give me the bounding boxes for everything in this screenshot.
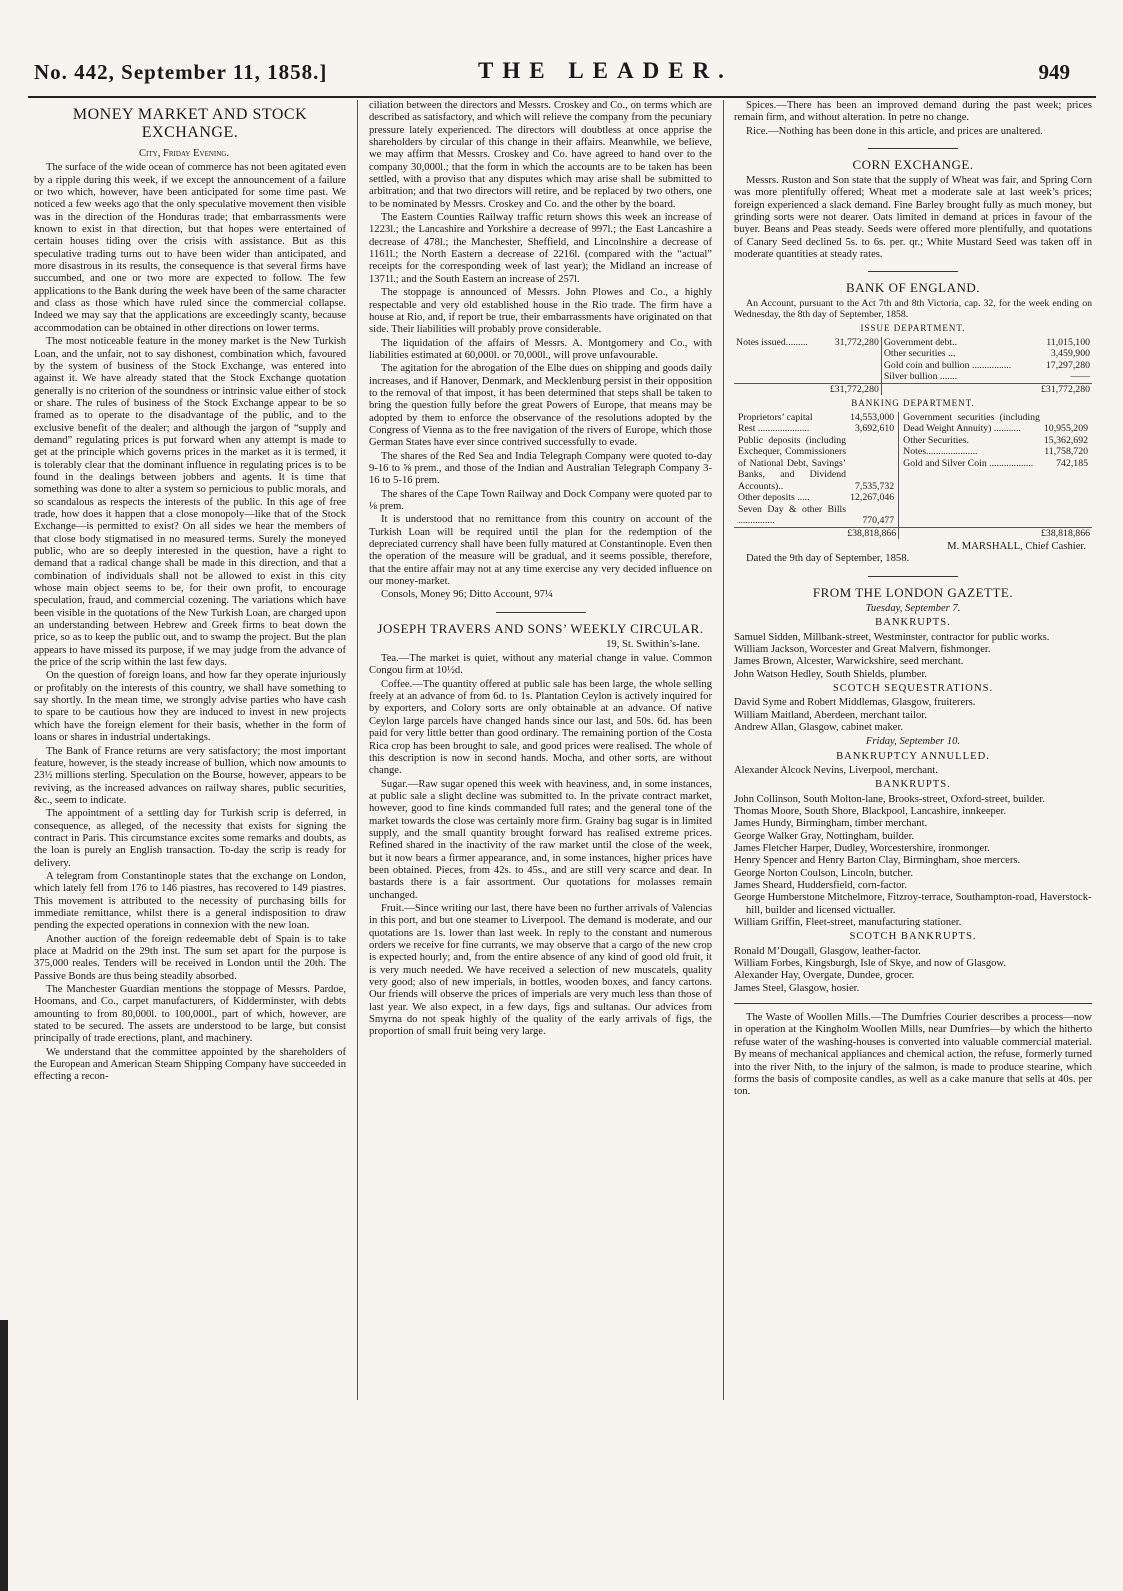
table-row <box>734 412 1092 528</box>
paragraph: The liquidation of the affairs of Messrs. A. Montgomery and Co., with liabilities estimated at 60,000l. or 70,000l., will prove unfavourable. <box>369 337 712 361</box>
table-cell: Gold coin and bullion ................ <box>881 360 1031 372</box>
list-item: James Fletcher Harper, Dudley, Worcestershire, ironmonger. <box>734 843 990 854</box>
table-cell: Rest ..................... <box>738 423 810 435</box>
list-item: William Jackson, Worcester and Great Malvern, fishmonger. <box>734 643 991 655</box>
list-item: George Humberstone Mitchelmore, Fitzroy-terrace, Southampton-road, Haverstock-hill, builder and licensed victualler. <box>734 892 1092 916</box>
bankrupts-heading: BANKRUPTS. <box>875 617 951 629</box>
table-cell: 742,185 <box>1056 457 1088 469</box>
column-rule <box>723 100 724 1400</box>
table-cell: Gold and Silver Coin .................. <box>903 457 1034 469</box>
binding-edge <box>0 1320 8 1591</box>
page-number: 949 <box>1038 60 1070 84</box>
rice-paragraph: Rice.—Nothing has been done in this article, and prices are unaltered. <box>746 125 1043 137</box>
table-cell: —— <box>1070 371 1090 383</box>
paragraph: Sugar.—Raw sugar opened this week with heaviness, and, in some instances, at public sale a slight decline was submitted to. In the private contract market, however, good to fine kinds commanded full rates; and the general tone of the market towards the close was certainly more firm. Grainy bag sugar is in limited supply, and the small quantity brought forward has realised extreme prices. Refined shared in the inactivity of the raw market until the close of the week, but it now bears a firmer appearance, and, in some instances, higher prices have been obtained. Pieces, from 42s. to 45s., and are still very scarce and dear. In bastards there is a fair assortment. Our quotations for molasses remain unchanged. <box>369 778 712 901</box>
list-item: John Watson Hedley, South Shields, plumber. <box>734 668 928 680</box>
scotch-sequestrations-heading: SCOTCH SEQUESTRATIONS. <box>832 682 994 694</box>
issue-department-heading: ISSUE DEPARTMENT. <box>860 323 966 334</box>
issue-department-table <box>734 337 1092 396</box>
table-cell: Proprietors’ capital <box>738 411 813 423</box>
list-item: James Steel, Glasgow, hosier. <box>734 982 860 994</box>
paragraph: On the question of foreign loans, and how far they operate injuriously or profitably on the interests of this country, we shall have something to say shortly. In the mean time, we strongly advise parties who have cash to spare to be cautious how they are induced to invest in new projects which have the foreign element for their basis, whether in the form of loans or shares in industrial undertakings. <box>34 670 346 744</box>
consols-quote: Consols, Money 96; Ditto Account, 97¼ <box>381 589 553 601</box>
paragraph: The Eastern Counties Railway traffic return shows this week an increase of 1223l.; the Lancashire and Yorkshire a decrease of 997l.; the East Lancashire a decrease of 478l.; the Manchester, Sheffield, and Lincolnshire a decrease of 1161l.; the North Eastern a decrease of 2216l. (compared with the “actual” receipts for the corresponding week of last year); the Midland an increase of 1371l.; and the South Eastern an increase of 257l. <box>369 212 712 285</box>
travers-address: 19, St. Swithin’s-lane. <box>606 638 700 650</box>
scotch-bankrupts-heading: SCOTCH BANKRUPTS. <box>849 931 977 943</box>
list-item: James Brown, Alcester, Warwickshire, seed merchant. <box>734 656 964 668</box>
list-item: George Norton Coulson, Lincoln, butcher. <box>734 867 913 879</box>
table-cell: £31,772,280 <box>820 383 881 395</box>
divider <box>868 148 958 149</box>
list-item: William Forbes, Kingsburgh, Isle of Skye, and now of Glasgow. <box>734 958 1007 970</box>
table-cell: 3,459,900 <box>1050 348 1090 360</box>
list-item: William Griffin, Fleet-street, manufacturing stationer. <box>734 917 962 929</box>
paragraph: A telegram from Constantinople states that the exchange on London, which lately fell from 176 to 146 piastres, has recovered to 149 piastres. This movement is attributed to the necessity of purchasing bills for immediate remittance, whilst there is a general indisposition to draw pending the expected operations in connexion with the new loan. <box>34 870 346 932</box>
paragraph: Tea.—The market is quiet, without any material change in value. Common Congou firm at 10½d. <box>369 653 712 677</box>
gazette-date-tuesday: Tuesday, September 7. <box>865 602 961 614</box>
table-cell: Government securities (including Dead Weight Annuity) ........... <box>903 411 1040 435</box>
money-market-heading: MONEY MARKET AND STOCK EXCHANGE. <box>72 106 308 141</box>
column-money-market <box>34 100 346 1520</box>
table-cell: £38,818,866 <box>899 527 1092 539</box>
table-cell: 11,758,720 <box>1044 446 1088 458</box>
list-item: Alexander Alcock Nevins, Liverpool, merchant. <box>734 764 938 776</box>
table-cell: Other Securities. <box>903 434 970 446</box>
column-right <box>734 100 1092 1490</box>
bank-of-england-heading: BANK OF ENGLAND. <box>845 280 981 296</box>
table-cell: 11,015,100 <box>1046 336 1090 348</box>
list-item: James Sheard, Huddersfield, corn-factor. <box>734 880 907 892</box>
paper-title: THE LEADER. <box>478 58 733 83</box>
list-item: Thomas Moore, South Shore, Blackpool, Lancashire, innkeeper. <box>734 805 1007 817</box>
table-row <box>734 348 1092 360</box>
divider <box>496 612 586 613</box>
bankrupts-heading-2: BANKRUPTS. <box>875 779 951 791</box>
table-cell: Other securities ... <box>881 348 1031 360</box>
divider <box>868 271 958 272</box>
table-row <box>734 360 1092 372</box>
city-dateline: City, Friday Evening. <box>138 148 230 159</box>
table-cell <box>820 348 881 360</box>
table-cell: Public deposits (including Exchequer, Commissioners of National Debt, Savings’ Banks, and Dividend Accounts).. <box>738 434 847 492</box>
table-cell: Silver bullion ....... <box>881 371 1031 383</box>
column-rule <box>357 100 358 1400</box>
table-cell: 7,535,732 <box>854 480 895 492</box>
paragraph: The agitation for the abrogation of the Elbe dues on shipping and goods daily increases, and if Hanover, Denmark, and Mecklenburg persist in their opposition to the removal of that impost, it has been determined that steps shall be taken to bring the question fully before the great Powers of Europe, that means may be adopted by them to enforce the observance of the resolutions adopted by the Congress of Vienna as to the free navigation of the rivers of Europe, which those German States have ever since contrived successfully to evade. <box>369 363 712 449</box>
annulled-heading: BANKRUPTCY ANNULLED. <box>836 750 990 762</box>
divider <box>868 576 958 577</box>
list-item: Alexander Hay, Overgate, Dundee, grocer. <box>734 970 915 982</box>
paragraph: The surface of the wide ocean of commerce has not been agitated even by a ripple during this week, if we except the announcement of a failure or two which, however, have been anticipated for some time past. We noticed a few weeks ago that the only speculative movement then visible was in the direction of the Honduras trade; that embarrassments were known to exist in that direction, but that hopes were entertained of certain houses tiding over the crisis with assistance. But as this speculative trading turns out to have been wider than anticipated, and more disastrous in its results, the consequence is that several firms have succumbed, and one or two more are expected to follow. The few applications to the Bank during the week have been of the same character and class as those which have ruled since the commercial collapse. Indeed we may say that the applications are exceedingly scanty, because accommodation can be obtained in other directions on lower terms. <box>34 162 346 334</box>
table-cell <box>820 371 881 383</box>
list-item: John Collinson, South Molton-lane, Brooks-street, Oxford-street, builder. <box>734 793 1046 805</box>
cashier-signature: M. MARSHALL, Chief Cashier. <box>947 541 1086 553</box>
spices-paragraph: Spices.—There has been an improved demand during the past week; prices remain firm, and without alteration. In petre no change. <box>734 100 1092 124</box>
corn-exchange-heading: CORN EXCHANGE. <box>852 157 974 173</box>
table-cell: 31,772,280 <box>834 336 879 348</box>
list-item: Samuel Sidden, Millbank-street, Westminster, contractor for public works. <box>734 631 1050 643</box>
table-row-total <box>734 383 1092 395</box>
gazette-heading: FROM THE LONDON GAZETTE. <box>812 584 1014 600</box>
paragraph: The most noticeable feature in the money market is the New Turkish Loan, and the unfair, not to say dishonest, combination which, favoured by the system of business of the Stock Exchange, was entered into against it. We have already stated that the Stock Exchange quotation generally is no criterion of the soundness or intrinsic value either of stock or share. The rules of business of the Stock Exchange appear to be so framed as to operate to the disadvantage of the public, and to the exclusive benefit of the dealer; and although the jargon of “supply and demand” regulating prices is put forward when any attempt is made to get at the principle which governs prices in the market as it is termed, it is tolerably clear that the dominant influence in regulating prices is to be found in the dealings between jobbers and agents. It is time that something was done to alter a system so pernicious to public morals, and so scandalous as respects the interests of the public. In this age of free trade, how does it happen that a close monopoly—like that of the Stock Exchange—is permitted to exist? On all sides we hear the members of that close body stigmatised in no measured terms. Surely the moneyed public, who are so deeply interested in the question, have a right to demand that a radical change shall be made in this direction, and that a combination of individuals shall not be allowed to exist in this city whose main object seems to be, for their own profit, to encourage speculation, fraud, and commercial cozening. The variations which have been visible in the quotations of the New Turkish Loan, are charged upon an understanding between Hebrew and Greek firms to beat down the price, so as to keep the public out, and to swamp the project. But the plan appears to have missed its purpose, if we may judge from the advance of the price of the scrip within the last few days. <box>34 336 346 669</box>
list-item: Ronald M’Dougall, Glasgow, leather-factor. <box>734 945 921 957</box>
paragraph: The Bank of France returns are very satisfactory; the most important feature, however, is the steady increase of bullion, which now amounts to 23½ millions sterling. Speculation on the Bourse, however, appears to be reviving, as the increased advances on railway shares, public securities, &c., seem to indicate. <box>34 745 346 806</box>
table-cell: 12,267,046 <box>850 492 895 504</box>
paragraph: Another auction of the foreign redeemable debt of Spain is to take place at Madrid on the 29th inst. The sum set apart for the purpose is 375,000 reales. Tenders will be received in London until the 20th. The Passive Bonds are thus being steadily absorbed. <box>34 933 346 982</box>
table-cell: £31,772,280 <box>1032 383 1092 395</box>
divider <box>734 1003 1092 1004</box>
table-cell: £38,818,866 <box>734 527 899 539</box>
list-item: Henry Spencer and Henry Barton Clay, Birmingham, shoe mercers. <box>734 855 1021 867</box>
travers-heading: JOSEPH TRAVERS AND SONS’ WEEKLY CIRCULAR. <box>377 620 704 636</box>
table-cell <box>734 360 820 372</box>
table-cell: Notes issued......... <box>736 336 808 348</box>
table-cell: 14,553,000 <box>850 411 895 423</box>
table-cell <box>820 360 881 372</box>
paragraph: ciliation between the directors and Messrs. Croskey and Co., on terms which are described as satisfactory, and which will relieve the company from the pecuniary pressure lately experienced. The directors will doubtless at once apprise the shareholders by circular of this change in their affairs. Meanwhile, we believe, we may affirm that Messrs. Croskey and Co. have agreed to hand over to the company 30,000l.; that the form in which the accounts are to be taken has been settled, with a proviso that any disputes which may arise shall be submitted to arbitration; and that two directors will retire, and be replaced by two others, one to be nominated by Messrs. Croskey and Co. and the other by the board. <box>369 100 712 210</box>
table-row <box>734 371 1092 383</box>
table-cell: 15,362,692 <box>1043 434 1088 446</box>
banking-department-heading: BANKING DEPARTMENT. <box>851 398 975 409</box>
banking-department-table <box>734 412 1092 540</box>
table-cell: 3,692,610 <box>854 423 895 435</box>
list-item: David Syme and Robert Middlemas, Glasgow, fruiterers. <box>734 697 976 709</box>
table-cell: Other deposits ..... <box>738 492 810 504</box>
paragraph: It is understood that no remittance from this country on account of the Turkish Loan will be required until the plan for the redemption of the depreciated currency shall have been fully matured at Constantinople. Even then the operation of the measure will be gradual, and it seems possible, therefore, that the entire affair may not at any time exercise any very decided influence on our money-market. <box>369 514 712 588</box>
issue-number: No. 442, September 11, 1858.] <box>34 60 328 84</box>
paragraph: The shares of the Cape Town Railway and Dock Company were quoted par to ⅛ prem. <box>369 488 712 512</box>
table-cell: 17,297,280 <box>1045 359 1090 371</box>
column-middle <box>369 100 712 1490</box>
list-item: Andrew Allan, Glasgow, cabinet maker. <box>734 721 904 733</box>
bank-intro: An Account, pursuant to the Act 7th and 8th Victoria, cap. 32, for the week ending on Wednesday, the 8th day of September, 1858. <box>734 298 1092 321</box>
paragraph: The shares of the Red Sea and India Telegraph Company were quoted to-day 9-16 to ⅝ prem., and those of the Indian and Australian Telegraph Company 3-16 to 5-16 prem. <box>369 450 712 487</box>
table-row-total <box>734 527 1092 539</box>
table-cell: Seven Day & other Bills ............... <box>738 503 847 527</box>
table-cell: Notes..................... <box>903 446 978 458</box>
corn-paragraph: Messrs. Ruston and Son state that the supply of Wheat was fair, and Spring Corn was more plentifully offered; Wheat met a moderate sale at last week’s prices; foreign experienced a slack demand. Fine Barley brought fully as much money, but grinding sorts were not dearer. Oats limited in demand at prices in favour of the buyer. Beans and Peas steady. Seeds were offered more plentifully, and quotations of Canary Seed declined 5s. to 6s. per. qr.; White Mustard Seed was taken off in moderate quantities at steady rates. <box>734 175 1092 261</box>
paragraph: The Manchester Guardian mentions the stoppage of Messrs. Pardoe, Hoomans, and Co., carpet manufacturers, of Kidderminster, with debts amounting to from 80,000l. to 100,000l., part of which, however, are stated to be secured. The assets are understood to be large, but consist principally of trade erections, plant, and machinery. <box>34 984 346 1045</box>
table-row <box>734 337 1092 349</box>
woollen-mills-paragraph: The Waste of Woollen Mills.—The Dumfries Courier describes a process—now in operation at the Kingholm Woollen Mills, near Dumfries—by which the hitherto refuse water of the washing-houses is converted into valuable commercial material. By means of mechanical appliances and chemical action, the refuse, formerly turned into the river Nith, to the injury of the salmon, is made to produce stearine, which forms the basis of composite candles, as well as a cake manure that sells at 40s. per ton. <box>734 1012 1092 1098</box>
list-item: James Hundy, Birmingham, timber merchant. <box>734 818 928 830</box>
table-cell: 770,477 <box>862 515 895 527</box>
paragraph: We understand that the committee appointed by the shareholders of the European and American Steam Shipping Company have succeeded in effecting a recon- <box>34 1046 346 1083</box>
table-cell: Government debt.. <box>881 337 1031 349</box>
paragraph: The appointment of a settling day for Turkish scrip is deferred, in consequence, as alleged, of the necessity that exists for signing the contract in Paris. This circumstance excites some remarks and doubts, as the loan is purely an English transaction. To-day the scrip is ready for delivery. <box>34 808 346 869</box>
gazette-date-friday: Friday, September 10. <box>865 736 961 748</box>
paragraph: Coffee.—The quantity offered at public sale has been large, the whole selling freely at an advance of from 6d. to 1s. Plantation Ceylon is actively inquired for by exporters, and Colory sorts are only obtainable at an advance. Of native Ceylon large parcels have changed hands since our last, and 50s. 6d. has been paid for very little better than good ordinary. The remaining portion of the Costa Rica crop has been brought to sale, and good prices were realised. The whole of this description is now in second hands. Mocha, and other sorts, are without change. <box>369 678 712 777</box>
masthead <box>28 56 1096 98</box>
table-cell <box>734 371 820 383</box>
bank-dated: Dated the 9th day of September, 1858. <box>746 553 910 565</box>
list-item: William Maitland, Aberdeen, merchant tailor. <box>734 709 927 721</box>
paragraph: Fruit.—Since writing our last, there have been no further arrivals of Valencias in this port, and but one steamer to Liverpool. The demand is moderate, and our quotations are 1s. lower than last week. In reply to the constant and numerous orders we receive for fine currants, we may observe that a cargo of the new crop is expected hourly; and, from the entire absence of any kind of good old fruit, it is very much needed. We have received a selection of new muscatels, quality very good; also of new imperials, in bottles, wooden boxes, and fancy cartons. Our friends will observe the prices of imperials are very much less than those of last year. We also expect, in a few days, figs and sultanas. Our advices from Smyrna do not speak highly of the quality of the early arrivals of figs, the proportion of small fruit being very large. <box>369 902 712 1038</box>
table-cell <box>734 348 820 360</box>
table-cell: 10,955,209 <box>1043 423 1088 435</box>
paragraph: The stoppage is announced of Messrs. John Plowes and Co., a highly respectable and very old established house in the Rio trade. The firm have a house at Rio, and, if report be true, their embarrassments have originated on that side. Their liabilities will probably prove considerable. <box>369 287 712 336</box>
list-item: George Walker Gray, Nottingham, builder. <box>734 830 915 842</box>
